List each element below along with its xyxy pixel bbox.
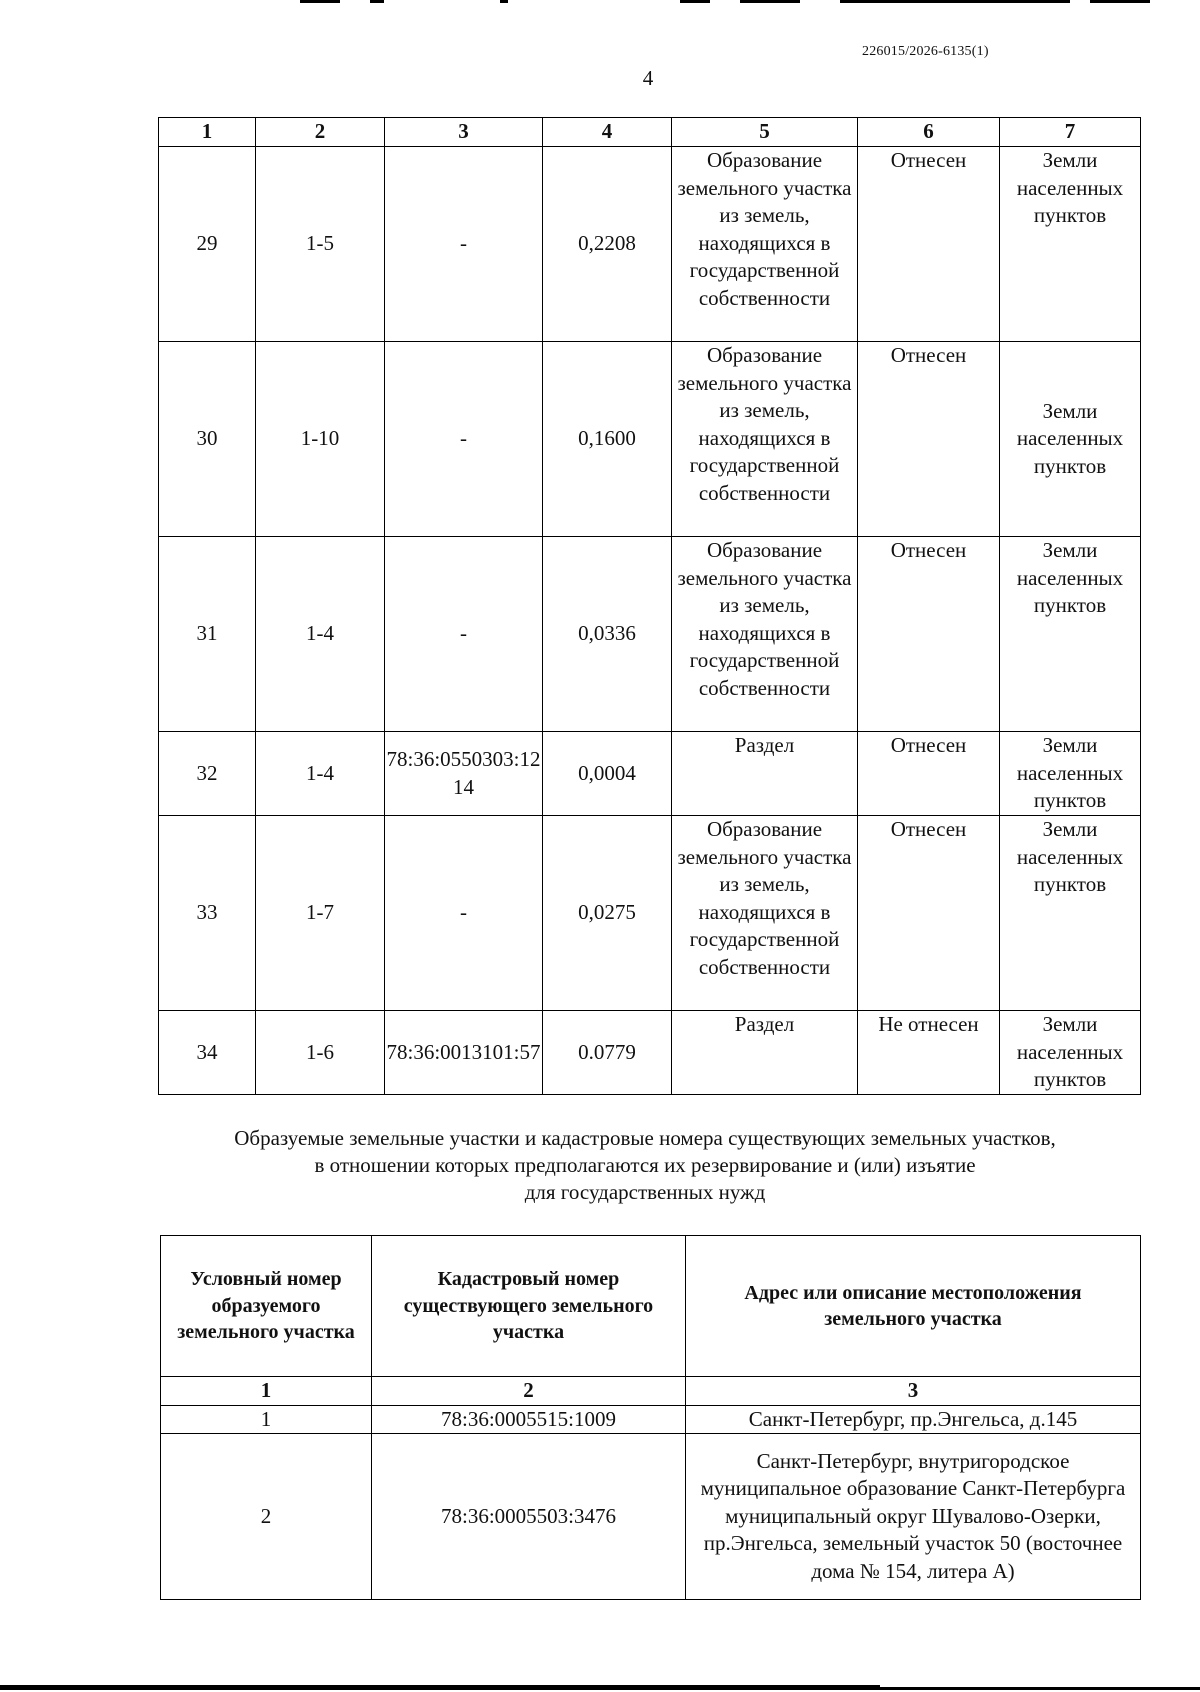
row-number: 34 [159,1011,256,1095]
column-index: 2 [372,1377,686,1406]
point-range: 1-10 [256,342,385,537]
column-header: 2 [256,118,385,147]
area: 0,0275 [543,816,672,1011]
document-id: 226015/2026-6135(1) [862,44,989,59]
column-index: 1 [161,1377,372,1406]
cadastral-number: - [385,537,543,732]
row-number: 29 [159,147,256,342]
row-number: 31 [159,537,256,732]
land-category: Земли населенных пунктов [1000,147,1141,342]
column-header: 7 [1000,118,1141,147]
cadastral-number: 78:36:0550303:1214 [385,732,543,816]
address: Санкт-Петербург, пр.Энгельса, д.145 [686,1405,1141,1434]
row-number: 32 [159,732,256,816]
column-header: Адрес или описание местоположения земельного участка [686,1236,1141,1377]
status: Отнесен [858,147,1000,342]
reservation-table [160,1235,1141,1600]
column-header: Кадастровый номер существующего земельного участка [372,1236,686,1377]
cadastral-number: - [385,816,543,1011]
table-header-row [161,1236,1141,1377]
formation-method: Образование земельного участка из земель, находящихся в государственной собственности [672,147,858,342]
plot-number: 1 [161,1405,372,1434]
point-range: 1-4 [256,732,385,816]
area: 0,0336 [543,537,672,732]
area: 0,1600 [543,342,672,537]
allocation-table [158,117,1141,1095]
address: Санкт-Петербург, внутригородское муниципальное образование Санкт-Петербурга муниципальный округ Шувалово-Озерки, пр.Энгельса, земельный участок 50 (восточнее дома № 154, литера А) [686,1434,1141,1600]
table-row [159,342,1141,537]
table-row [161,1434,1141,1600]
point-range: 1-7 [256,816,385,1011]
scan-artifact-bottom [0,1682,1200,1692]
table-row [159,537,1141,732]
table-row [159,732,1141,816]
point-range: 1-6 [256,1011,385,1095]
table-row [161,1405,1141,1434]
caption-line: для государственных нужд [524,1180,766,1204]
cadastral-number: - [385,342,543,537]
status: Отнесен [858,342,1000,537]
area: 0,0004 [543,732,672,816]
formation-method: Образование земельного участка из земель, находящихся в государственной собственности [672,342,858,537]
status: Отнесен [858,537,1000,732]
table-row [159,1011,1141,1095]
column-header: 3 [385,118,543,147]
status: Не отнесен [858,1011,1000,1095]
formation-method: Раздел [672,1011,858,1095]
cadastral-number: 78:36:0013101:57 [385,1011,543,1095]
area: 0,2208 [543,147,672,342]
table-row [159,147,1141,342]
point-range: 1-4 [256,537,385,732]
page-number: 4 [642,66,654,90]
row-number: 30 [159,342,256,537]
caption-line: в отношении которых предполагаются их резервирование и (или) изъятие [314,1153,976,1177]
column-header: 4 [543,118,672,147]
land-category: Земли населенных пунктов [1000,732,1141,816]
column-header: 6 [858,118,1000,147]
table-index-row [161,1377,1141,1406]
formation-method: Образование земельного участка из земель, находящихся в государственной собственности [672,816,858,1011]
cadastral-number: 78:36:0005503:3476 [372,1434,686,1600]
plot-number: 2 [161,1434,372,1600]
cadastral-number: 78:36:0005515:1009 [372,1405,686,1434]
formation-method: Образование земельного участка из земель, находящихся в государственной собственности [672,537,858,732]
table-row [159,816,1141,1011]
table-header-row [159,118,1141,147]
column-index: 3 [686,1377,1141,1406]
land-category: Земли населенных пунктов [1000,537,1141,732]
column-header: 1 [159,118,256,147]
column-header: Условный номер образуемого земельного участка [161,1236,372,1377]
section-caption [150,1125,1140,1206]
cadastral-number: - [385,147,543,342]
column-header: 5 [672,118,858,147]
land-category: Земли населенных пунктов [1000,1011,1141,1095]
scan-artifact-top [300,0,1160,6]
area: 0.0779 [543,1011,672,1095]
formation-method: Раздел [672,732,858,816]
land-category: Земли населенных пунктов [1000,342,1141,537]
point-range: 1-5 [256,147,385,342]
status: Отнесен [858,816,1000,1011]
caption-line: Образуемые земельные участки и кадастровые номера существующих земельных участков, [234,1126,1056,1150]
status: Отнесен [858,732,1000,816]
row-number: 33 [159,816,256,1011]
land-category: Земли населенных пунктов [1000,816,1141,1011]
